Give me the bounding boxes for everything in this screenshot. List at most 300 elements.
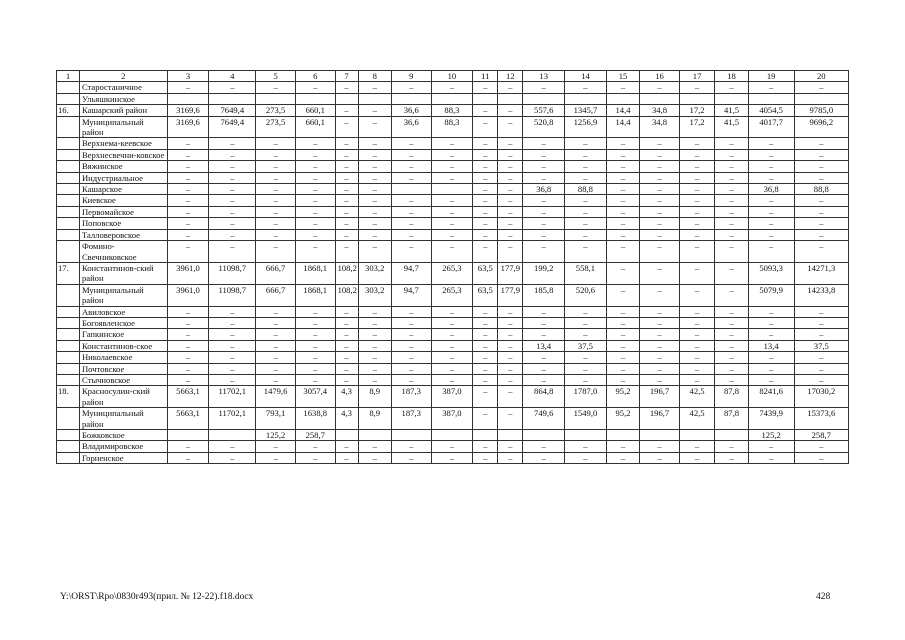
value-cell: – xyxy=(794,374,848,385)
value-cell: – xyxy=(391,229,431,240)
table-row xyxy=(57,408,849,430)
value-cell: – xyxy=(523,82,565,93)
value-cell: – xyxy=(295,441,335,452)
value-cell: – xyxy=(358,452,391,463)
value-cell: – xyxy=(679,161,714,172)
row-number-cell xyxy=(57,195,80,206)
value-cell: 5663,1 xyxy=(167,408,209,430)
value-cell: 258,7 xyxy=(794,430,848,441)
value-cell: – xyxy=(565,441,607,452)
value-cell: – xyxy=(715,195,748,206)
value-cell: 187,3 xyxy=(391,408,431,430)
value-cell: – xyxy=(358,441,391,452)
table-row xyxy=(57,430,849,441)
value-cell: – xyxy=(391,138,431,149)
footer-file-path: Y:\ORST\Rpo\0830r493(прил. № 12-22).f18.docx xyxy=(60,592,254,602)
value-cell: – xyxy=(640,284,680,306)
value-cell xyxy=(167,93,209,104)
value-cell: 793,1 xyxy=(256,408,296,430)
value-cell: – xyxy=(640,452,680,463)
value-cell xyxy=(794,93,848,104)
value-cell: 14,4 xyxy=(606,116,639,138)
value-cell: – xyxy=(498,229,523,240)
row-label-cell: Фомино-Свечниковское xyxy=(79,241,167,263)
column-header: 19 xyxy=(748,71,794,82)
value-cell: – xyxy=(565,452,607,463)
value-cell: – xyxy=(679,284,714,306)
value-cell: – xyxy=(565,374,607,385)
value-cell: – xyxy=(167,149,209,160)
value-cell: – xyxy=(565,306,607,317)
value-cell: – xyxy=(209,195,256,206)
value-cell: – xyxy=(565,149,607,160)
value-cell: – xyxy=(391,82,431,93)
value-cell: – xyxy=(715,441,748,452)
column-header: 11 xyxy=(473,71,498,82)
value-cell: – xyxy=(523,206,565,217)
value-cell: – xyxy=(606,161,639,172)
value-cell: – xyxy=(391,352,431,363)
value-cell: – xyxy=(715,262,748,284)
value-cell: 177,9 xyxy=(498,262,523,284)
value-cell: 273,5 xyxy=(256,116,296,138)
row-label-cell: Первомайское xyxy=(79,206,167,217)
value-cell: – xyxy=(679,206,714,217)
value-cell: – xyxy=(640,363,680,374)
value-cell: – xyxy=(679,317,714,328)
row-number-cell xyxy=(57,363,80,374)
row-number-cell xyxy=(57,452,80,463)
value-cell: – xyxy=(335,241,358,263)
value-cell: – xyxy=(715,284,748,306)
value-cell: – xyxy=(640,340,680,351)
value-cell: – xyxy=(473,306,498,317)
row-label-cell: Владимировское xyxy=(79,441,167,452)
row-label-cell: Кашарский район xyxy=(79,105,167,116)
value-cell: – xyxy=(335,352,358,363)
value-cell xyxy=(679,430,714,441)
value-cell: 1345,7 xyxy=(565,105,607,116)
table-row xyxy=(57,138,849,149)
table-row xyxy=(57,229,849,240)
value-cell: 303,2 xyxy=(358,284,391,306)
value-cell: – xyxy=(431,317,473,328)
value-cell: 36,8 xyxy=(748,184,794,195)
value-cell: 185,8 xyxy=(523,284,565,306)
value-cell: – xyxy=(498,306,523,317)
value-cell: – xyxy=(473,138,498,149)
value-cell xyxy=(679,93,714,104)
value-cell xyxy=(565,93,607,104)
value-cell: – xyxy=(679,262,714,284)
row-label-cell: Верхнема-кеевское xyxy=(79,138,167,149)
table-row xyxy=(57,262,849,284)
value-cell: – xyxy=(794,317,848,328)
value-cell: – xyxy=(473,386,498,408)
value-cell: – xyxy=(523,241,565,263)
value-cell xyxy=(498,93,523,104)
value-cell: – xyxy=(679,363,714,374)
value-cell xyxy=(358,93,391,104)
value-cell: – xyxy=(256,184,296,195)
value-cell: 557,6 xyxy=(523,105,565,116)
table-row xyxy=(57,195,849,206)
value-cell: 94,7 xyxy=(391,262,431,284)
value-cell: 36,6 xyxy=(391,105,431,116)
value-cell: – xyxy=(606,340,639,351)
value-cell: 95,2 xyxy=(606,408,639,430)
value-cell: – xyxy=(523,195,565,206)
column-header: 10 xyxy=(431,71,473,82)
value-cell: – xyxy=(335,116,358,138)
value-cell: – xyxy=(523,317,565,328)
row-number-cell xyxy=(57,82,80,93)
value-cell: – xyxy=(473,363,498,374)
row-number-cell xyxy=(57,284,80,306)
value-cell: – xyxy=(295,317,335,328)
value-cell xyxy=(715,430,748,441)
value-cell: – xyxy=(167,229,209,240)
value-cell: – xyxy=(715,172,748,183)
table-row xyxy=(57,329,849,340)
value-cell: – xyxy=(167,317,209,328)
value-cell xyxy=(565,430,607,441)
value-cell: – xyxy=(748,206,794,217)
value-cell: – xyxy=(794,363,848,374)
value-cell: – xyxy=(498,116,523,138)
value-cell: – xyxy=(391,241,431,263)
row-number-cell xyxy=(57,241,80,263)
value-cell: – xyxy=(640,149,680,160)
value-cell: 4,3 xyxy=(335,386,358,408)
value-cell: – xyxy=(295,374,335,385)
value-cell: – xyxy=(431,340,473,351)
value-cell: – xyxy=(335,374,358,385)
table-row xyxy=(57,116,849,138)
value-cell: – xyxy=(391,340,431,351)
value-cell: – xyxy=(431,172,473,183)
value-cell: – xyxy=(473,408,498,430)
value-cell: – xyxy=(358,218,391,229)
value-cell: – xyxy=(473,241,498,263)
value-cell: – xyxy=(358,184,391,195)
row-number-cell xyxy=(57,116,80,138)
value-cell xyxy=(209,93,256,104)
value-cell: – xyxy=(679,374,714,385)
value-cell: – xyxy=(358,374,391,385)
value-cell: – xyxy=(640,195,680,206)
value-cell: – xyxy=(679,229,714,240)
value-cell: 749,6 xyxy=(523,408,565,430)
table-row xyxy=(57,184,849,195)
row-number-cell xyxy=(57,93,80,104)
row-label-cell: Талловеровское xyxy=(79,229,167,240)
value-cell: 36,8 xyxy=(523,184,565,195)
value-cell: – xyxy=(679,195,714,206)
value-cell: – xyxy=(794,206,848,217)
value-cell: 5663,1 xyxy=(167,386,209,408)
value-cell: – xyxy=(498,317,523,328)
value-cell: – xyxy=(167,441,209,452)
value-cell: 3057,4 xyxy=(295,386,335,408)
value-cell: – xyxy=(498,408,523,430)
row-number-cell xyxy=(57,184,80,195)
value-cell: – xyxy=(523,138,565,149)
value-cell: – xyxy=(431,149,473,160)
value-cell: – xyxy=(640,352,680,363)
value-cell xyxy=(606,93,639,104)
value-cell: – xyxy=(565,172,607,183)
value-cell: – xyxy=(256,229,296,240)
value-cell: – xyxy=(295,184,335,195)
value-cell: – xyxy=(473,82,498,93)
value-cell: – xyxy=(295,340,335,351)
value-cell: – xyxy=(256,218,296,229)
value-cell: – xyxy=(295,452,335,463)
row-number-cell xyxy=(57,138,80,149)
value-cell: 34,8 xyxy=(640,105,680,116)
value-cell: – xyxy=(431,441,473,452)
value-cell: 660,1 xyxy=(295,116,335,138)
value-cell: – xyxy=(715,317,748,328)
value-cell: 1549,0 xyxy=(565,408,607,430)
value-cell: – xyxy=(679,184,714,195)
value-cell: – xyxy=(391,363,431,374)
value-cell: – xyxy=(335,138,358,149)
value-cell: 14271,3 xyxy=(794,262,848,284)
value-cell: 88,8 xyxy=(794,184,848,195)
value-cell: – xyxy=(209,329,256,340)
value-cell: – xyxy=(167,195,209,206)
value-cell: 125,2 xyxy=(256,430,296,441)
value-cell: – xyxy=(358,116,391,138)
row-label-cell: Богоявленское xyxy=(79,317,167,328)
value-cell: – xyxy=(431,241,473,263)
value-cell: – xyxy=(358,306,391,317)
row-label-cell: Киевское xyxy=(79,195,167,206)
value-cell: – xyxy=(391,452,431,463)
value-cell: – xyxy=(167,241,209,263)
value-cell: – xyxy=(498,218,523,229)
value-cell: 17,2 xyxy=(679,105,714,116)
row-label-cell: Муниципальный район xyxy=(79,116,167,138)
value-cell: 13,4 xyxy=(748,340,794,351)
value-cell: – xyxy=(606,138,639,149)
value-cell: – xyxy=(295,229,335,240)
value-cell: – xyxy=(431,218,473,229)
value-cell: – xyxy=(431,352,473,363)
table-body xyxy=(57,82,849,464)
value-cell: 108,2 xyxy=(335,284,358,306)
value-cell: – xyxy=(256,241,296,263)
value-cell: – xyxy=(498,241,523,263)
value-cell: – xyxy=(748,329,794,340)
value-cell xyxy=(431,93,473,104)
value-cell: – xyxy=(498,82,523,93)
value-cell: – xyxy=(794,329,848,340)
value-cell: – xyxy=(473,206,498,217)
value-cell: 666,7 xyxy=(256,262,296,284)
table-row xyxy=(57,218,849,229)
column-header: 14 xyxy=(565,71,607,82)
value-cell: – xyxy=(565,206,607,217)
value-cell: – xyxy=(565,317,607,328)
value-cell: – xyxy=(335,206,358,217)
value-cell: 95,2 xyxy=(606,386,639,408)
value-cell: – xyxy=(640,241,680,263)
value-cell: 196,7 xyxy=(640,408,680,430)
value-cell: – xyxy=(256,161,296,172)
value-cell: – xyxy=(715,206,748,217)
value-cell: 265,3 xyxy=(431,262,473,284)
value-cell: – xyxy=(335,149,358,160)
value-cell: – xyxy=(523,374,565,385)
value-cell: – xyxy=(794,241,848,263)
table-row xyxy=(57,82,849,93)
value-cell: 258,7 xyxy=(295,430,335,441)
value-cell: – xyxy=(209,218,256,229)
value-cell: 7439,9 xyxy=(748,408,794,430)
value-cell: – xyxy=(679,172,714,183)
value-cell: – xyxy=(295,329,335,340)
value-cell: – xyxy=(794,306,848,317)
value-cell: – xyxy=(335,105,358,116)
value-cell: 14233,8 xyxy=(794,284,848,306)
column-header: 2 xyxy=(79,71,167,82)
value-cell: – xyxy=(748,352,794,363)
value-cell: – xyxy=(256,352,296,363)
value-cell: – xyxy=(209,363,256,374)
value-cell: – xyxy=(431,195,473,206)
value-cell: – xyxy=(391,195,431,206)
value-cell: – xyxy=(295,161,335,172)
value-cell: – xyxy=(748,218,794,229)
value-cell: 7649,4 xyxy=(209,105,256,116)
value-cell: – xyxy=(256,206,296,217)
value-cell: – xyxy=(256,374,296,385)
value-cell: – xyxy=(523,306,565,317)
value-cell: – xyxy=(640,82,680,93)
value-cell: – xyxy=(640,306,680,317)
value-cell: – xyxy=(391,441,431,452)
column-header: 5 xyxy=(256,71,296,82)
value-cell: – xyxy=(209,352,256,363)
value-cell: – xyxy=(473,374,498,385)
row-label-cell: Гапкинское xyxy=(79,329,167,340)
row-label-cell: Красносулин-ский район xyxy=(79,386,167,408)
value-cell: – xyxy=(167,206,209,217)
row-number-cell xyxy=(57,149,80,160)
column-header: 13 xyxy=(523,71,565,82)
value-cell: – xyxy=(358,352,391,363)
value-cell: – xyxy=(565,218,607,229)
value-cell: – xyxy=(565,229,607,240)
column-header: 1 xyxy=(57,71,80,82)
value-cell: – xyxy=(431,452,473,463)
row-number-cell: 17. xyxy=(57,262,80,284)
value-cell: – xyxy=(256,340,296,351)
value-cell: – xyxy=(391,306,431,317)
table-row xyxy=(57,452,849,463)
value-cell: – xyxy=(606,306,639,317)
value-cell: – xyxy=(523,352,565,363)
value-cell: – xyxy=(715,149,748,160)
table-row xyxy=(57,105,849,116)
value-cell: – xyxy=(679,352,714,363)
value-cell: 87,8 xyxy=(715,386,748,408)
value-cell xyxy=(391,184,431,195)
row-label-cell: Вяжинское xyxy=(79,161,167,172)
value-cell: – xyxy=(794,172,848,183)
value-cell: – xyxy=(640,229,680,240)
value-cell: – xyxy=(523,172,565,183)
value-cell: – xyxy=(640,441,680,452)
value-cell: – xyxy=(523,218,565,229)
value-cell: – xyxy=(391,218,431,229)
value-cell: – xyxy=(167,340,209,351)
column-header: 3 xyxy=(167,71,209,82)
value-cell: – xyxy=(167,306,209,317)
value-cell: – xyxy=(748,172,794,183)
value-cell: 15373,6 xyxy=(794,408,848,430)
value-cell xyxy=(335,430,358,441)
value-cell: – xyxy=(565,82,607,93)
value-cell: – xyxy=(473,317,498,328)
value-cell: – xyxy=(794,452,848,463)
value-cell: – xyxy=(498,161,523,172)
value-cell: – xyxy=(606,363,639,374)
row-number-cell xyxy=(57,229,80,240)
value-cell: – xyxy=(715,374,748,385)
value-cell: – xyxy=(498,374,523,385)
value-cell: 14,4 xyxy=(606,105,639,116)
row-label-cell: Муниципальный район xyxy=(79,284,167,306)
value-cell: – xyxy=(358,206,391,217)
value-cell: – xyxy=(679,218,714,229)
value-cell: – xyxy=(606,82,639,93)
row-number-cell xyxy=(57,329,80,340)
value-cell: – xyxy=(335,452,358,463)
value-cell: – xyxy=(473,441,498,452)
value-cell: 63,5 xyxy=(473,284,498,306)
value-cell: – xyxy=(715,161,748,172)
value-cell: – xyxy=(679,452,714,463)
row-label-cell: Константинов-ское xyxy=(79,340,167,351)
value-cell: – xyxy=(606,184,639,195)
value-cell: 387,0 xyxy=(431,386,473,408)
value-cell: – xyxy=(358,363,391,374)
value-cell: – xyxy=(640,317,680,328)
value-cell: – xyxy=(295,363,335,374)
value-cell: 1256,9 xyxy=(565,116,607,138)
value-cell: – xyxy=(256,149,296,160)
value-cell xyxy=(167,430,209,441)
row-label-cell: Стычновское xyxy=(79,374,167,385)
value-cell: – xyxy=(295,149,335,160)
value-cell: – xyxy=(565,195,607,206)
value-cell: – xyxy=(715,218,748,229)
value-cell xyxy=(209,430,256,441)
row-label-cell: Горненское xyxy=(79,452,167,463)
value-cell xyxy=(335,93,358,104)
value-cell: 3169,6 xyxy=(167,116,209,138)
value-cell: – xyxy=(209,161,256,172)
value-cell: – xyxy=(256,306,296,317)
value-cell: – xyxy=(167,374,209,385)
value-cell: – xyxy=(431,206,473,217)
value-cell: 660,1 xyxy=(295,105,335,116)
value-cell: – xyxy=(679,138,714,149)
